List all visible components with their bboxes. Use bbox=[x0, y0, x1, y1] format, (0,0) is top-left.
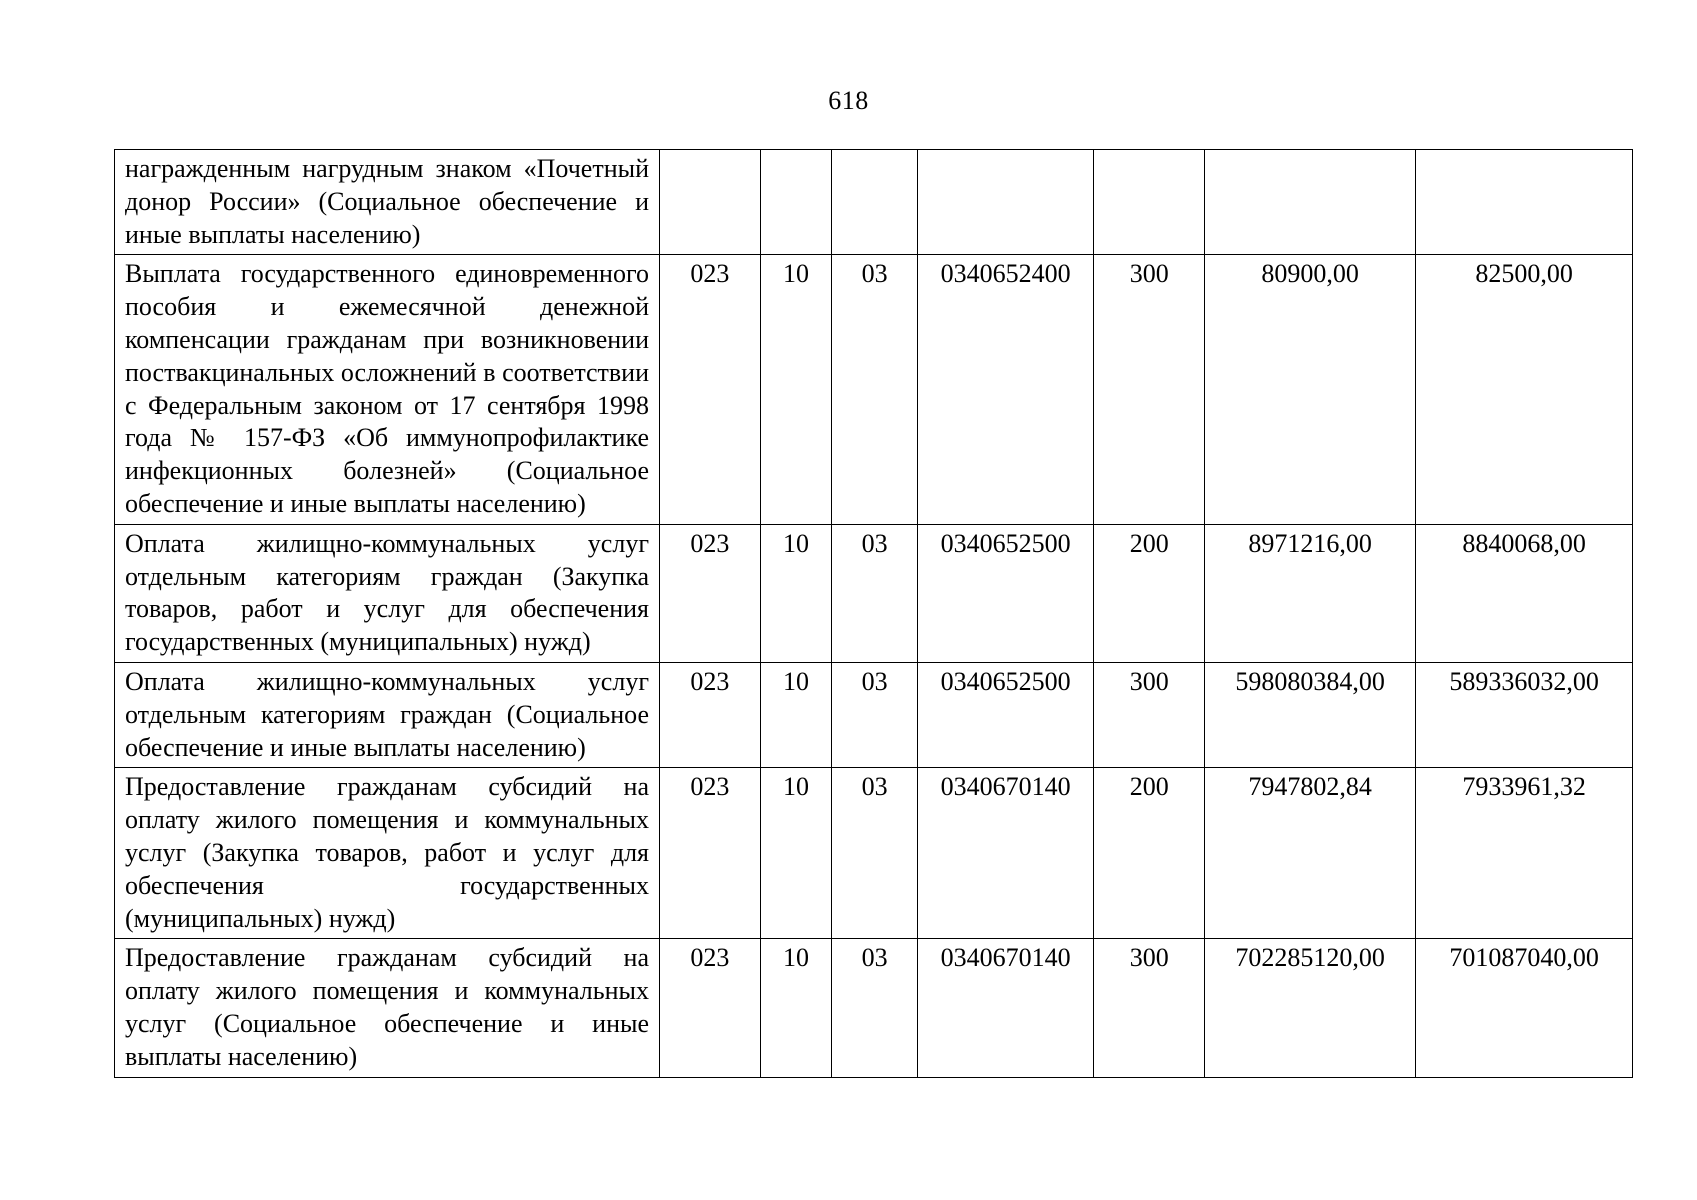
subsection-code bbox=[832, 150, 918, 255]
row-description: Выплата государственного единовременного пособия и ежемесячной денежной компенсации гражданам при возникновении поствакцинальных осложнений в соответствии с Федеральным законом от 17 сентября 1998 года № 157-ФЗ «Об иммунопрофилактике инфекционных болезней» (Социальное обеспечение и иные выплаты населению) bbox=[115, 255, 660, 524]
table-row bbox=[115, 150, 1633, 255]
table-row bbox=[115, 255, 1633, 524]
table-row bbox=[115, 768, 1633, 939]
section-code: 10 bbox=[760, 662, 832, 767]
amount-year-2: 589336032,00 bbox=[1416, 662, 1633, 767]
amount-year-2: 7933961,32 bbox=[1416, 768, 1633, 939]
expense-type-code: 300 bbox=[1094, 662, 1205, 767]
amount-year-2: 701087040,00 bbox=[1416, 939, 1633, 1077]
target-article-code: 0340652500 bbox=[917, 662, 1094, 767]
expense-type-code: 300 bbox=[1094, 255, 1205, 524]
ministry-code: 023 bbox=[660, 524, 761, 662]
table-row bbox=[115, 662, 1633, 767]
amount-year-1: 598080384,00 bbox=[1204, 662, 1415, 767]
target-article-code: 0340652500 bbox=[917, 524, 1094, 662]
subsection-code: 03 bbox=[832, 768, 918, 939]
section-code: 10 bbox=[760, 524, 832, 662]
section-code bbox=[760, 150, 832, 255]
row-description: награжденным нагрудным знаком «Почетный донор России» (Социальное обеспечение и иные выплаты населению) bbox=[115, 150, 660, 255]
table-body bbox=[115, 150, 1633, 1078]
table-row bbox=[115, 524, 1633, 662]
section-code: 10 bbox=[760, 768, 832, 939]
target-article-code: 0340670140 bbox=[917, 939, 1094, 1077]
amount-year-1: 80900,00 bbox=[1204, 255, 1415, 524]
page-number: 618 bbox=[828, 86, 869, 115]
table-row bbox=[115, 939, 1633, 1077]
row-description: Предоставление гражданам субсидий на оплату жилого помещения и коммунальных услуг (Закупка товаров, работ и услуг для обеспечения государственных (муниципальных) нужд) bbox=[115, 768, 660, 939]
amount-year-1: 8971216,00 bbox=[1204, 524, 1415, 662]
section-code: 10 bbox=[760, 255, 832, 524]
target-article-code: 0340652400 bbox=[917, 255, 1094, 524]
expense-type-code bbox=[1094, 150, 1205, 255]
amount-year-1 bbox=[1204, 150, 1415, 255]
row-description: Оплата жилищно-коммунальных услуг отдельным категориям граждан (Закупка товаров, работ и услуг для обеспечения государственных (муниципальных) нужд) bbox=[115, 524, 660, 662]
expense-type-code: 300 bbox=[1094, 939, 1205, 1077]
target-article-code bbox=[917, 150, 1094, 255]
ministry-code: 023 bbox=[660, 255, 761, 524]
amount-year-2: 8840068,00 bbox=[1416, 524, 1633, 662]
budget-table bbox=[114, 149, 1633, 1078]
ministry-code bbox=[660, 150, 761, 255]
target-article-code: 0340670140 bbox=[917, 768, 1094, 939]
amount-year-1: 7947802,84 bbox=[1204, 768, 1415, 939]
ministry-code: 023 bbox=[660, 662, 761, 767]
ministry-code: 023 bbox=[660, 939, 761, 1077]
amount-year-2: 82500,00 bbox=[1416, 255, 1633, 524]
amount-year-2 bbox=[1416, 150, 1633, 255]
row-description: Оплата жилищно-коммунальных услуг отдельным категориям граждан (Социальное обеспечение и иные выплаты населению) bbox=[115, 662, 660, 767]
subsection-code: 03 bbox=[832, 255, 918, 524]
subsection-code: 03 bbox=[832, 939, 918, 1077]
expense-type-code: 200 bbox=[1094, 524, 1205, 662]
ministry-code: 023 bbox=[660, 768, 761, 939]
subsection-code: 03 bbox=[832, 524, 918, 662]
expense-type-code: 200 bbox=[1094, 768, 1205, 939]
amount-year-1: 702285120,00 bbox=[1204, 939, 1415, 1077]
row-description: Предоставление гражданам субсидий на оплату жилого помещения и коммунальных услуг (Социальное обеспечение и иные выплаты населению) bbox=[115, 939, 660, 1077]
section-code: 10 bbox=[760, 939, 832, 1077]
subsection-code: 03 bbox=[832, 662, 918, 767]
